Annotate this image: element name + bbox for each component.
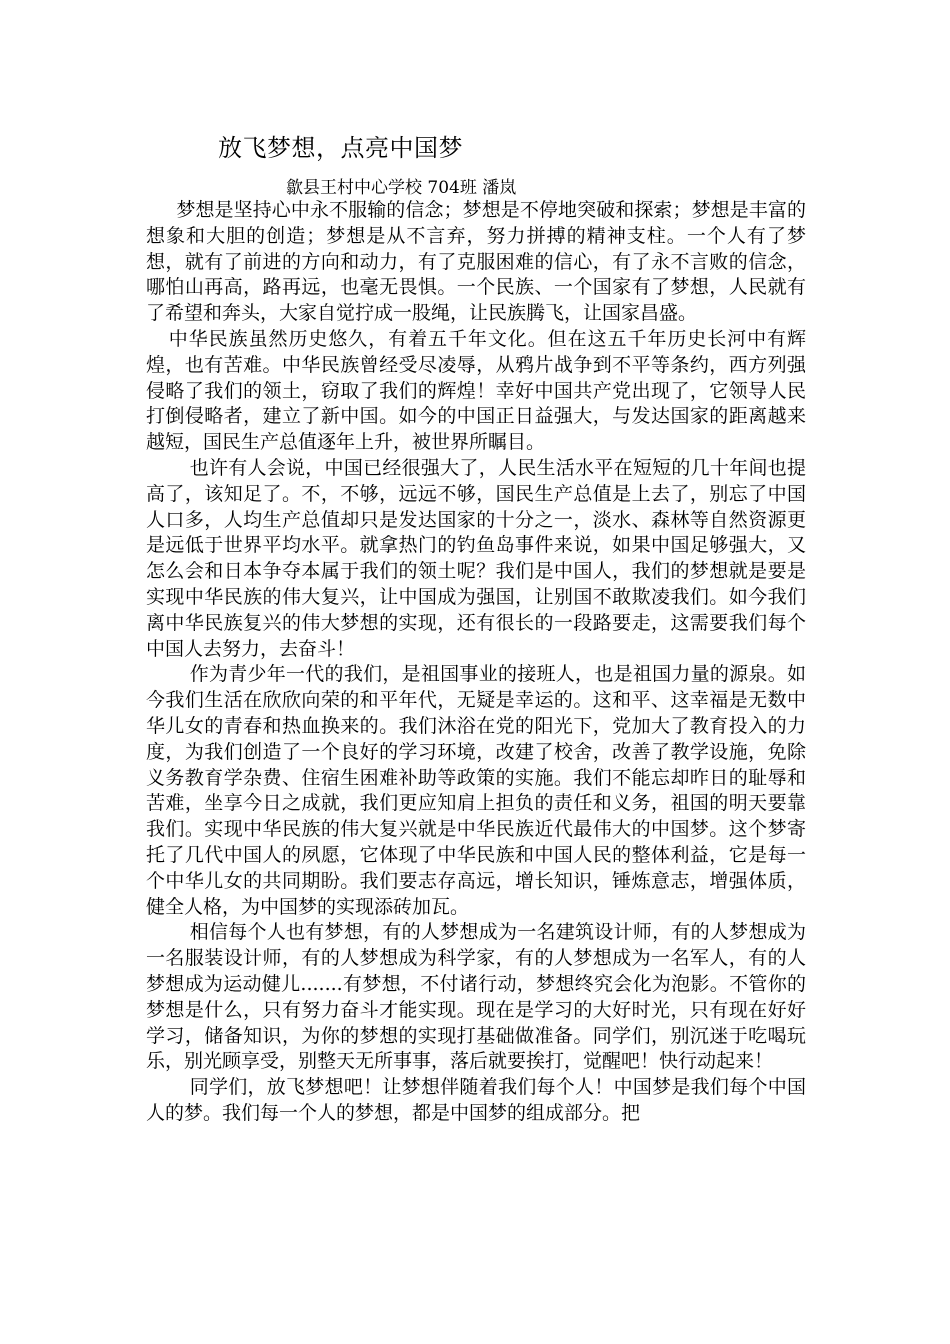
paragraph: 中华民族虽然历史悠久，有着五千年文化。但在这五千年历史长河中有辉煌，也有苦难。中华民族曾经受尽凌辱，从鸦片战争到不平等条约，西方列强侵略了我们的领土，窃取了我们的辉煌！幸好中国共产党出现了，它领导人民打倒侵略者，建立了新中国。如今的中国正日益强大，与发达国家的距离越来越短，国民生产总值逐年上升，被世界所瞩目。 — [146, 327, 806, 454]
paragraph: 同学们，放飞梦想吧！让梦想伴随着我们每个人！中国梦是我们每个中国人的梦。我们每一个人的梦想，都是中国梦的组成部分。把 — [146, 1076, 806, 1124]
paragraph: 作为青少年一代的我们，是祖国事业的接班人，也是祖国力量的源泉。如今我们生活在欣欣向荣的和平年代，无疑是幸运的。这和平、这幸福是无数中华儿女的青春和热血换来的。我们沐浴在党的阳光下，党加大了教育投入的力度，为我们创造了一个良好的学习环境，改建了校舍，改善了教学设施，免除义务教育学杂费、住宿生困难补助等政策的实施。我们不能忘却昨日的耻辱和苦难，坐享今日之成就，我们更应知肩上担负的责任和义务，祖国的明天要靠我们。实现中华民族的伟大复兴就是中华民族近代最伟大的中国梦。这个梦寄托了几代中国人的夙愿，它体现了中华民族和中国人民的整体利益，它是每一个中华儿女的共同期盼。我们要志存高远，增长知识，锤炼意志，增强体质，健全人格，为中国梦的实现添砖加瓦。 — [146, 663, 806, 918]
paragraph: 也许有人会说，中国已经很强大了，人民生活水平在短短的几十年间也提高了，该知足了。不，不够，远远不够，国民生产总值是上去了，别忘了中国人口多，人均生产总值却只是发达国家的十分之一，淡水、森林等自然资源更是远低于世界平均水平。就拿热门的钓鱼岛事件来说，如果中国足够强大，又怎么会和日本争夺本属于我们的领土呢？我们是中国人，我们的梦想就是要是实现中华民族的伟大复兴，让中国成为强国，让别国不敢欺凌我们。如今我们离中华民族复兴的伟大梦想的实现，还有很长的一段路要走，这需要我们每个中国人去努力，去奋斗！ — [146, 456, 806, 660]
author-byline: 歙县王村中心学校 704班 潘岚 — [286, 178, 517, 198]
paragraph: 相信每个人也有梦想，有的人梦想成为一名建筑设计师，有的人梦想成为一名服装设计师，有的人梦想成为科学家，有的人梦想成为一名军人，有的人梦想成为运动健儿.......有梦想，不付诸行动，梦想终究会化为泡影。不管你的梦想是什么，只有努力奋斗才能实现。现在是学习的大好时光，只有现在好好学习，储备知识，为你的梦想的实现打基础做准备。同学们，别沉迷于吃喝玩乐，别光顾享受，别整天无所事事，落后就要挨打，觉醒吧！快行动起来！ — [146, 921, 806, 1073]
article-body — [146, 198, 806, 1127]
paragraph: 梦想是坚持心中永不服输的信念；梦想是不停地突破和探索；梦想是丰富的想象和大胆的创造；梦想是从不言弃，努力拼搏的精神支柱。一个人有了梦想，就有了前进的方向和动力，有了克服困难的信心，有了永不言败的信念，哪怕山再高，路再远，也毫无畏惧。一个民族、一个国家有了梦想，人民就有了希望和奔头，大家自觉拧成一股绳，让民族腾飞，让国家昌盛。 — [146, 199, 806, 325]
page-title: 放飞梦想，点亮中国梦 — [218, 134, 463, 162]
